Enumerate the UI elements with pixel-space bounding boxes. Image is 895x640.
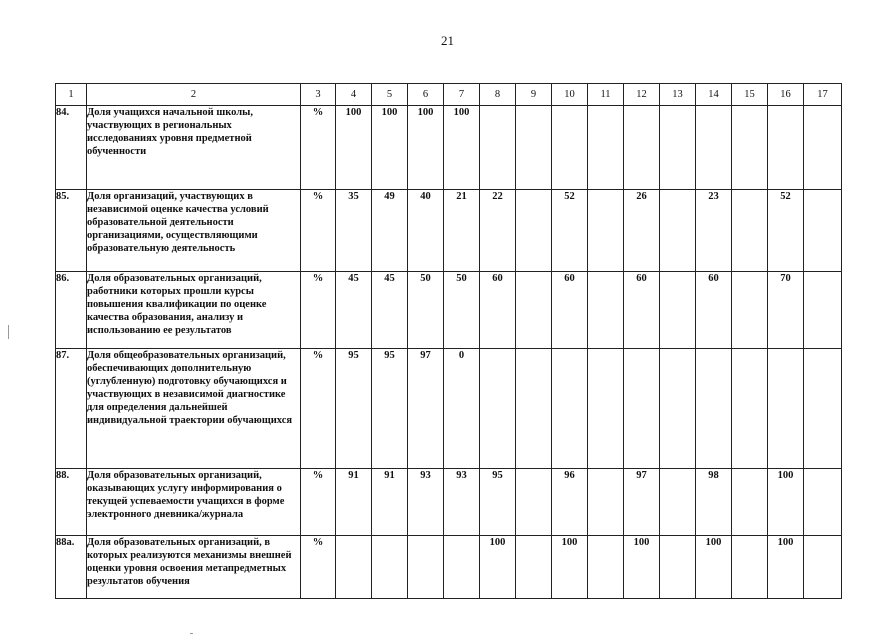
row-number: 88.	[56, 469, 87, 536]
row-description: Доля образовательных организаций, работники которых прошли курсы повышения квалификации по оценке качества образования, анализу и использованию ее результатов	[87, 272, 301, 349]
value-cell	[732, 272, 768, 349]
page-number: 21	[441, 33, 454, 48]
value-cell: 100	[444, 106, 480, 190]
row-number: 85.	[56, 190, 87, 272]
value-cell: 97	[624, 469, 660, 536]
table-row	[56, 469, 842, 536]
value-cell	[696, 106, 732, 190]
value-cell	[516, 536, 552, 599]
column-header: 13	[660, 84, 696, 106]
value-cell	[516, 469, 552, 536]
value-cell: 100	[408, 106, 444, 190]
value-cell	[732, 349, 768, 469]
value-cell: 95	[372, 349, 408, 469]
value-cell	[660, 469, 696, 536]
row-unit: %	[301, 272, 336, 349]
column-header: 11	[588, 84, 624, 106]
value-cell: 45	[372, 272, 408, 349]
value-cell	[804, 106, 842, 190]
value-cell	[480, 106, 516, 190]
row-unit: %	[301, 349, 336, 469]
value-cell: 100	[696, 536, 732, 599]
value-cell: 52	[552, 190, 588, 272]
value-cell	[732, 190, 768, 272]
column-header: 16	[768, 84, 804, 106]
value-cell	[660, 349, 696, 469]
value-cell: 70	[768, 272, 804, 349]
value-cell	[660, 536, 696, 599]
row-number: 88a.	[56, 536, 87, 599]
value-cell	[516, 106, 552, 190]
value-cell: 100	[372, 106, 408, 190]
row-unit: %	[301, 106, 336, 190]
value-cell	[552, 349, 588, 469]
value-cell: 95	[480, 469, 516, 536]
column-header: 2	[87, 84, 301, 106]
value-cell	[480, 349, 516, 469]
value-cell: 0	[444, 349, 480, 469]
value-cell: 21	[444, 190, 480, 272]
value-cell	[804, 469, 842, 536]
value-cell	[336, 536, 372, 599]
table-row	[56, 106, 842, 190]
scan-mark	[8, 325, 9, 339]
row-description: Доля образовательных организаций, в которых реализуются механизмы внешней оценки уровня освоения метапредметных результатов обучения	[87, 536, 301, 599]
row-description: Доля учащихся начальной школы, участвующих в региональных исследованиях уровня предметной обученности	[87, 106, 301, 190]
row-description: Доля организаций, участвующих в независимой оценке качества условий образовательной деятельности организациями, осуществляющими образовательную деятельность	[87, 190, 301, 272]
value-cell: 49	[372, 190, 408, 272]
value-cell	[588, 349, 624, 469]
value-cell: 95	[336, 349, 372, 469]
value-cell: 23	[696, 190, 732, 272]
row-number: 84.	[56, 106, 87, 190]
value-cell	[444, 536, 480, 599]
value-cell: 50	[408, 272, 444, 349]
column-header: 4	[336, 84, 372, 106]
scan-mark	[190, 633, 193, 634]
value-cell	[732, 106, 768, 190]
value-cell	[516, 272, 552, 349]
value-cell	[588, 536, 624, 599]
value-cell	[732, 469, 768, 536]
value-cell: 96	[552, 469, 588, 536]
value-cell: 52	[768, 190, 804, 272]
value-cell	[768, 106, 804, 190]
column-header: 12	[624, 84, 660, 106]
column-header: 5	[372, 84, 408, 106]
value-cell	[372, 536, 408, 599]
value-cell: 97	[408, 349, 444, 469]
value-cell	[588, 272, 624, 349]
column-header: 10	[552, 84, 588, 106]
row-unit: %	[301, 190, 336, 272]
value-cell	[660, 190, 696, 272]
value-cell: 60	[552, 272, 588, 349]
row-unit: %	[301, 469, 336, 536]
value-cell: 60	[624, 272, 660, 349]
row-description: Доля образовательных организаций, оказывающих услугу информирования о текущей успеваемости учащихся в форме электронного дневника/журнала	[87, 469, 301, 536]
table-row	[56, 536, 842, 599]
value-cell	[624, 349, 660, 469]
column-header: 14	[696, 84, 732, 106]
table-row	[56, 272, 842, 349]
table-row	[56, 190, 842, 272]
column-header: 7	[444, 84, 480, 106]
value-cell: 91	[336, 469, 372, 536]
value-cell: 93	[444, 469, 480, 536]
value-cell	[804, 190, 842, 272]
row-number: 86.	[56, 272, 87, 349]
value-cell	[588, 469, 624, 536]
column-header: 1	[56, 84, 87, 106]
value-cell: 93	[408, 469, 444, 536]
value-cell: 60	[480, 272, 516, 349]
value-cell	[660, 106, 696, 190]
value-cell: 100	[768, 536, 804, 599]
value-cell	[732, 536, 768, 599]
value-cell	[696, 349, 732, 469]
value-cell	[516, 349, 552, 469]
value-cell	[588, 106, 624, 190]
value-cell	[408, 536, 444, 599]
value-cell	[516, 190, 552, 272]
value-cell: 45	[336, 272, 372, 349]
value-cell	[768, 349, 804, 469]
value-cell: 50	[444, 272, 480, 349]
column-header: 8	[480, 84, 516, 106]
value-cell: 100	[480, 536, 516, 599]
value-cell	[552, 106, 588, 190]
column-header: 15	[732, 84, 768, 106]
value-cell: 100	[552, 536, 588, 599]
column-header: 9	[516, 84, 552, 106]
value-cell: 35	[336, 190, 372, 272]
row-description: Доля общеобразовательных организаций, обеспечивающих дополнительную (углубленную) подготовку обучающихся и участвующих в независимой диагностике для определения дальнейшей индивидуальной траектории обучающихся	[87, 349, 301, 469]
value-cell: 100	[624, 536, 660, 599]
column-header: 6	[408, 84, 444, 106]
table-row	[56, 349, 842, 469]
column-header: 3	[301, 84, 336, 106]
value-cell: 98	[696, 469, 732, 536]
value-cell: 22	[480, 190, 516, 272]
value-cell: 60	[696, 272, 732, 349]
column-header: 17	[804, 84, 842, 106]
indicator-table	[55, 83, 842, 599]
table-body	[56, 106, 842, 599]
value-cell: 26	[624, 190, 660, 272]
value-cell	[804, 536, 842, 599]
header-row	[56, 84, 842, 106]
row-unit: %	[301, 536, 336, 599]
value-cell: 100	[768, 469, 804, 536]
value-cell	[660, 272, 696, 349]
value-cell	[804, 349, 842, 469]
value-cell	[588, 190, 624, 272]
value-cell	[804, 272, 842, 349]
value-cell: 91	[372, 469, 408, 536]
value-cell: 40	[408, 190, 444, 272]
value-cell: 100	[336, 106, 372, 190]
value-cell	[624, 106, 660, 190]
row-number: 87.	[56, 349, 87, 469]
